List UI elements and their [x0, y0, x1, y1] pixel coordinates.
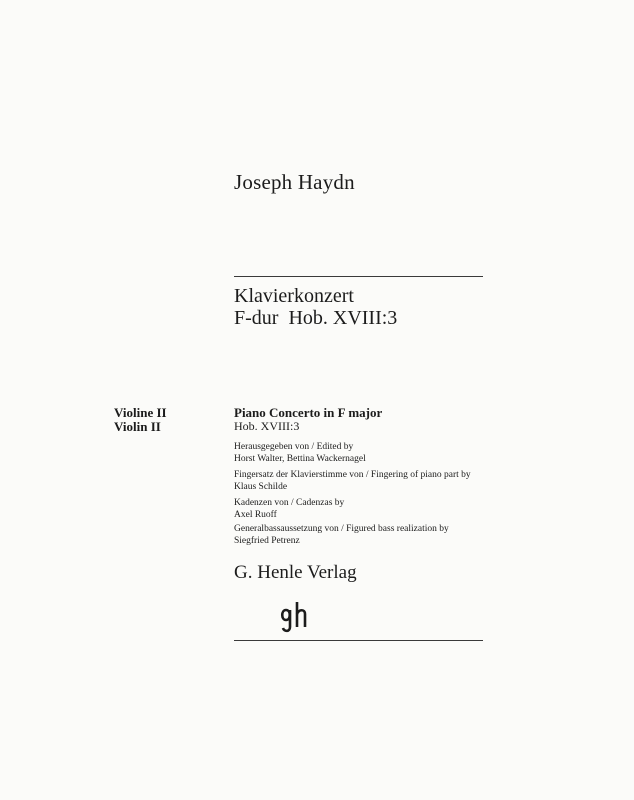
- english-catalog-number: Hob. XVIII:3: [234, 419, 300, 433]
- english-title: Piano Concerto in F major: [234, 405, 383, 420]
- credit-role: Herausgegeben von / Edited by: [234, 442, 354, 452]
- work-title: Klavierkonzert: [234, 285, 354, 307]
- credit-role: Fingersatz der Klavierstimme von / Fingering of piano part by: [234, 470, 471, 480]
- part-name-german: Violine II: [114, 405, 167, 420]
- credit-names: Horst Walter, Bettina Wackernagel: [234, 454, 366, 464]
- credit-editors: [234, 441, 366, 465]
- bottom-divider: [234, 640, 483, 641]
- credit-names: Axel Ruoff: [234, 510, 277, 520]
- composer-name: Joseph Haydn: [234, 170, 355, 194]
- credit-cadenzas: [234, 497, 344, 521]
- top-divider: [234, 276, 483, 277]
- credit-names: Klaus Schilde: [234, 482, 288, 492]
- henle-logo-icon: [280, 601, 316, 634]
- credit-role: Kadenzen von / Cadenzas by: [234, 498, 345, 508]
- work-subtitle: F-dur Hob. XVIII:3: [234, 307, 398, 329]
- credit-role: Generalbassaussetzung von / Figured bass realization by: [234, 524, 449, 534]
- credit-names: Siegfried Petrenz: [234, 536, 300, 546]
- publisher-name: G. Henle Verlag: [234, 562, 357, 583]
- credit-figured-bass: [234, 523, 449, 547]
- part-name-english: Violin II: [114, 419, 161, 434]
- credit-fingering: [234, 469, 471, 493]
